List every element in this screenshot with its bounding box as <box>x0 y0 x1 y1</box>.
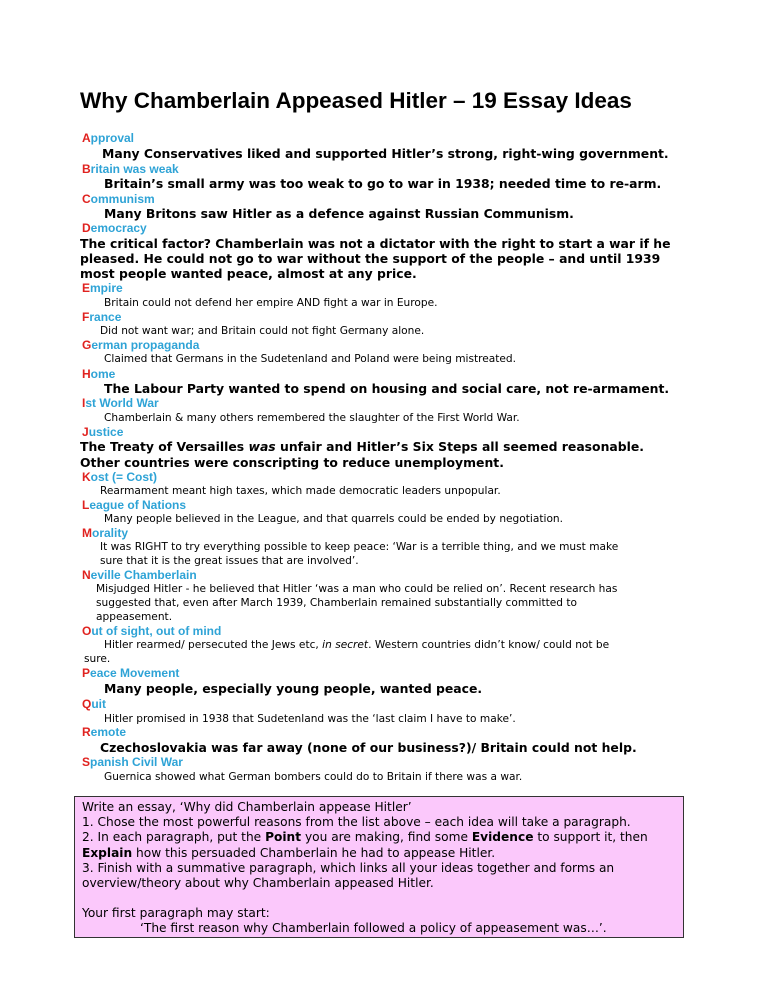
heading-peace-movement: Peace Movement <box>82 666 180 680</box>
heading-approval: Approval <box>82 131 135 145</box>
heading-kost: Kost (= Cost) <box>82 470 158 484</box>
idea-first-world-war-text: Chamberlain & many others remembered the slaughter of the First World War. <box>104 412 520 424</box>
idea-out-of-sight-text-1: Hitler rearmed/ persecuted the Jews etc, in secret. Western countries didn’t know/ could not be <box>104 639 610 651</box>
idea-morality-text-2: sure that it is the great issues that are involved’. <box>100 555 359 567</box>
idea-justice-text-2: Other countries were conscripting to reduce unemployment. <box>80 455 504 470</box>
idea-democracy-text-3: most people wanted peace, almost at any price. <box>80 266 417 281</box>
heading-home: Home <box>82 367 116 381</box>
idea-neville-chamberlain-text-3: appeasement. <box>96 611 173 623</box>
idea-france-text: Did not want war; and Britain could not fight Germany alone. <box>100 325 425 337</box>
box-line-7: Your first paragraph may start: <box>82 906 270 920</box>
box-line-1: Write an essay, ‘Why did Chamberlain appease Hitler’ <box>82 800 412 814</box>
box-line-4: Explain how this persuaded Chamberlain he had to appease Hitler. <box>82 846 496 860</box>
heading-german-propaganda: German propaganda <box>82 338 200 352</box>
idea-kost-text: Rearmament meant high taxes, which made democratic leaders unpopular. <box>100 485 501 497</box>
heading-out-of-sight: Out of sight, out of mind <box>82 624 222 638</box>
heading-spanish-civil-war: Spanish Civil War <box>82 755 183 769</box>
heading-remote: Remote <box>82 725 127 739</box>
idea-justice-text-1: The Treaty of Versailles was unfair and Hitler’s Six Steps all seemed reasonable. <box>80 439 644 454</box>
heading-democracy: Democracy <box>82 221 147 235</box>
heading-france: France <box>82 310 122 324</box>
page-title: Why Chamberlain Appeased Hitler – 19 Essay Ideas <box>80 88 632 113</box>
box-line-3: 2. In each paragraph, put the Point you are making, find some Evidence to support it, then <box>82 830 648 844</box>
idea-democracy-text-1: The critical factor? Chamberlain was not a dictator with the right to start a war if he <box>80 236 671 251</box>
idea-communism-text: Many Britons saw Hitler as a defence against Russian Communism. <box>104 206 574 221</box>
heading-neville-chamberlain: Neville Chamberlain <box>82 568 197 582</box>
box-line-5: 3. Finish with a summative paragraph, which links all your ideas together and forms an <box>82 861 615 875</box>
heading-first-world-war: Ist World War <box>82 396 159 410</box>
idea-neville-chamberlain-text-2: suggested that, even after March 1939, Chamberlain remained substantially committed to <box>96 597 577 609</box>
idea-morality-text-1: It was RIGHT to try everything possible to keep peace: ‘War is a terrible thing, and we must make <box>100 541 619 553</box>
idea-empire-text: Britain could not defend her empire AND fight a war in Europe. <box>104 297 438 309</box>
idea-remote-text: Czechoslovakia was far away (none of our business?)/ Britain could not help. <box>100 740 637 755</box>
idea-league-of-nations-text: Many people believed in the League, and that quarrels could be ended by negotiation. <box>104 513 564 525</box>
idea-democracy-text-2: pleased. He could not go to war without the support of the people – and until 1939 <box>80 251 661 266</box>
idea-spanish-civil-war-text: Guernica showed what German bombers could do to Britain if there was a war. <box>104 771 523 783</box>
idea-german-propaganda-text: Claimed that Germans in the Sudetenland and Poland were being mistreated. <box>104 353 517 365</box>
idea-peace-movement-text: Many people, especially young people, wanted peace. <box>104 681 483 696</box>
heading-league-of-nations: League of Nations <box>82 498 187 512</box>
idea-britain-was-weak-text: Britain’s small army was too weak to go to war in 1938; needed time to re-arm. <box>104 176 662 191</box>
box-line-8: ‘The first reason why Chamberlain followed a policy of appeasement was…’. <box>140 921 607 935</box>
heading-communism: Communism <box>82 192 155 206</box>
idea-home-text: The Labour Party wanted to spend on housing and social care, not re-armament. <box>104 381 670 396</box>
idea-neville-chamberlain-text-1: Misjudged Hitler - he believed that Hitler ‘was a man who could be relied on’. Recent research has <box>96 583 618 595</box>
heading-morality: Morality <box>82 526 129 540</box>
heading-justice: Justice <box>82 425 124 439</box>
idea-approval-text: Many Conservatives liked and supported Hitler’s strong, right-wing government. <box>102 146 669 161</box>
box-line-6: overview/theory about why Chamberlain appeased Hitler. <box>82 876 434 890</box>
box-line-2: 1. Chose the most powerful reasons from the list above – each idea will take a paragraph. <box>82 815 631 829</box>
heading-quit: Quit <box>82 697 107 711</box>
heading-britain-was-weak: Britain was weak <box>82 162 179 176</box>
idea-quit-text: Hitler promised in 1938 that Sudetenland was the ‘last claim I have to make’. <box>104 713 516 725</box>
heading-empire: Empire <box>82 281 123 295</box>
idea-out-of-sight-text-2: sure. <box>84 653 111 665</box>
